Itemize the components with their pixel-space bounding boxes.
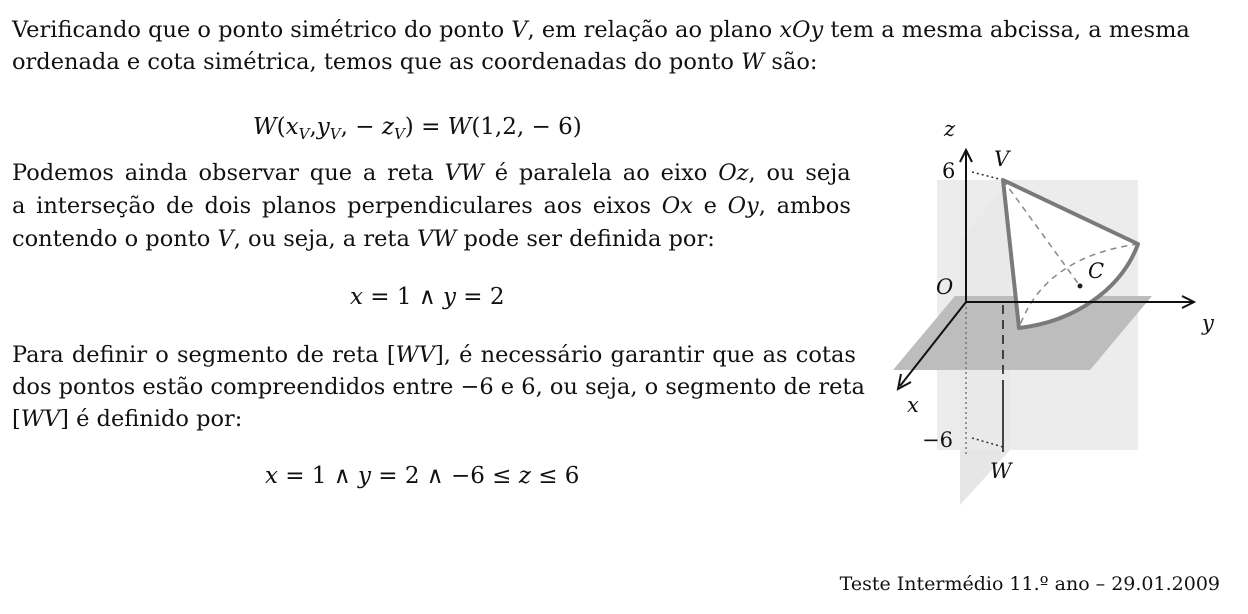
equation-w-coordinates: $W(x_V,y_V$, − $z_V) = W(1,2$, − 6) <box>253 114 582 143</box>
paragraph-2-line-1: Podemos ainda observar que a reta VW é paralela ao eixo Oz, ou seja <box>12 160 851 186</box>
label-c: C <box>1088 259 1105 283</box>
paragraph-1-line-1: Verificando que o ponto simétrico do ponto V, em relação ao plano xOy tem a mesma abcissa, a mesma <box>12 17 1190 43</box>
label-w: W <box>990 459 1012 483</box>
point-c <box>1078 284 1083 289</box>
paragraph-3-line-1: Para definir o segmento de reta [WV], é necessário garantir que as cotas <box>12 342 856 368</box>
equation-segment-wv: x = 1 ∧ y = 2 ∧ −6 ≤ z ≤ 6 <box>265 463 580 489</box>
label-o: O <box>936 275 954 299</box>
equation-line-vw: x = 1 ∧ y = 2 <box>350 284 505 310</box>
label-v: V <box>994 147 1010 171</box>
paragraph-2-line-3: contendo o ponto V, ou seja, a reta VW pode ser definida por: <box>12 226 715 252</box>
point-w: W <box>741 49 765 75</box>
paragraph-3-line-3: [WV] é definido por: <box>12 406 243 432</box>
footer-source: Teste Intermédio 11.º ano – 29.01.2009 <box>839 573 1220 595</box>
label-neg6: −6 <box>922 428 953 452</box>
paragraph-2-line-2: a interseção de dois planos perpendiculares aos eixos Ox e Oy, ambos <box>12 193 851 219</box>
paragraph-3-line-2: dos pontos estão compreendidos entre −6 e 6, ou seja, o segmento de reta <box>12 374 865 400</box>
plane-xoy: xOy <box>779 17 824 43</box>
label-z: z <box>944 117 956 141</box>
cone-3d-figure <box>880 110 1225 510</box>
paragraph-1-line-2: ordenada e cota simétrica, temos que as coordenadas do ponto W são: <box>12 49 818 75</box>
label-y: y <box>1202 311 1214 335</box>
label-6: 6 <box>942 159 956 183</box>
point-v: V <box>511 17 528 43</box>
label-x: x <box>907 393 919 417</box>
dotted-v-to-6 <box>972 172 1003 180</box>
